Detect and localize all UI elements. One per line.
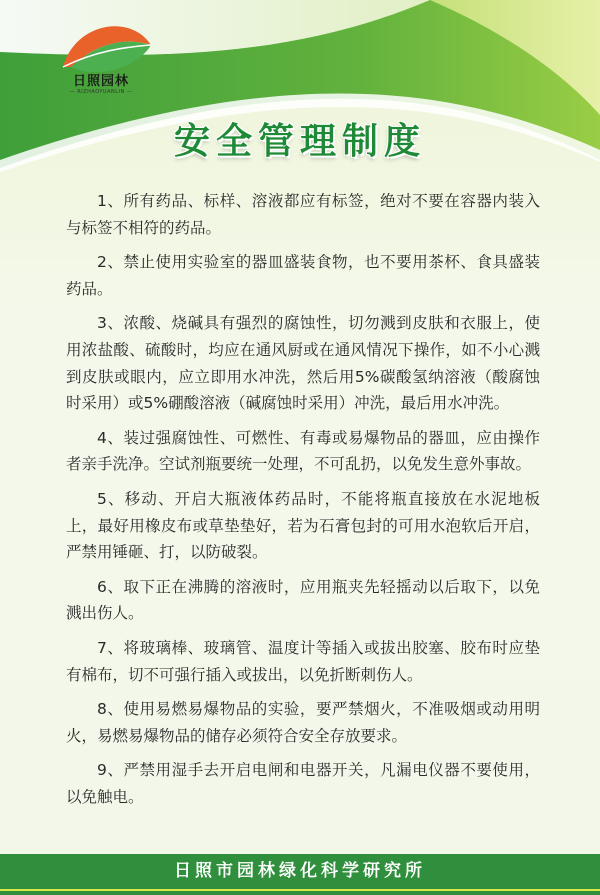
rule-item: 9、严禁用湿手去开启电闸和电器开关，凡漏电仪器不要使用，以免触电。 [66,761,540,806]
rule-item: 2、禁止使用实验室的器皿盛装食物，也不要用茶杯、食具盛装药品。 [66,253,540,298]
page-title: 安全管理制度 [173,121,426,162]
rule-item: 5、移动、开启大瓶液体药品时，不能将瓶直接放在水泥地板上，最好用橡皮布或草垫垫好，若为石膏包封的可用水泡软后开启，严禁用锤砸、打，以防破裂。 [66,489,540,562]
logo-subtitle: — RIZHAOYUANLIN — [69,89,133,95]
rules-list [66,188,540,818]
rule-item: 6、取下正在沸腾的溶液时，应用瓶夹先轻摇动以后取下，以免溅出伤人。 [66,577,540,623]
rule-item: 8、使用易燃易爆物品的实验，要严禁烟火，不准吸烟或动用明火，易燃易爆物品的储存必须符合安全存放要求。 [66,700,540,745]
logo-name: 日照园林 [72,74,129,89]
rule-item: 3、浓酸、烧碱具有强烈的腐蚀性，切勿溅到皮肤和衣服上，使用浓盐酸、硫酸时，均应在通风厨或在通风情况下操作，如不小心溅到皮肤或眼内，应立即用水冲洗，然后用5%碳酸氢纳溶液（酸腐蚀时采用）或5%硼酸溶液（碱腐蚀时采用）冲洗，最后用水冲洗。 [66,314,540,413]
footer-organization: 日照市园林绿化科学研究所 [174,861,426,881]
rule-item: 7、将玻璃棒、玻璃管、温度计等插入或拔出胶塞、胶布时应垫有棉布，切不可强行插入或拔出，以免折断刺伤人。 [66,638,540,684]
rule-item: 1、所有药品、标样、溶液都应有标签，绝对不要在容器内装入与标签不相符的药品。 [66,192,540,237]
rule-item: 4、装过强腐蚀性、可燃性、有毒或易爆物品的器皿，应由操作者亲手洗净。空试剂瓶要统一处理，不可乱扔，以免发生意外事故。 [66,428,540,474]
footer-bar [0,854,600,895]
footer-divider [0,889,600,891]
